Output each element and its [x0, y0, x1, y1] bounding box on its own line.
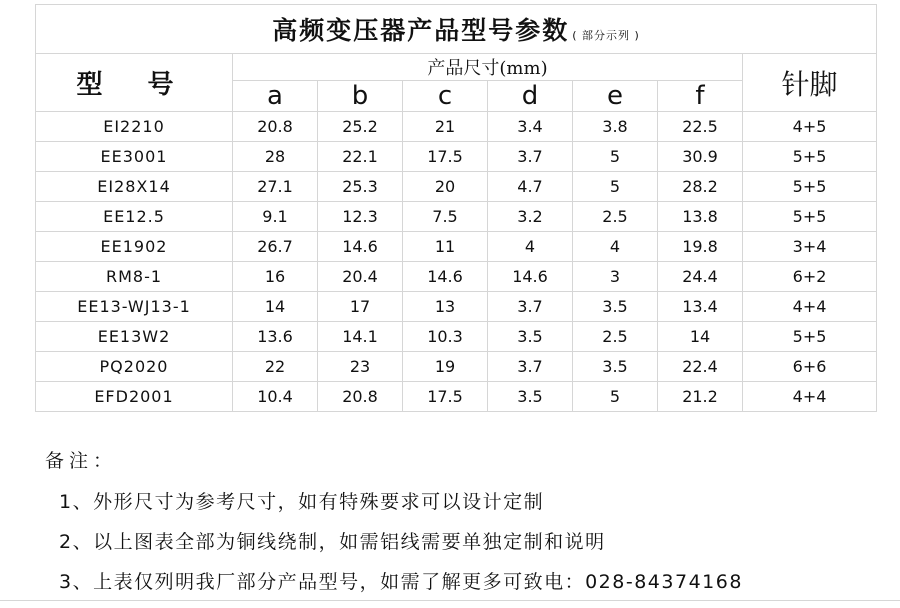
cell-d: 3.5	[488, 382, 573, 412]
cell-pins: 6+6	[743, 352, 877, 382]
dim-header-c: c	[403, 81, 488, 112]
spec-table	[35, 4, 877, 412]
cell-d: 3.7	[488, 142, 573, 172]
cell-model: RM8-1	[36, 262, 233, 292]
table-row	[36, 142, 877, 172]
cell-model: EI2210	[36, 112, 233, 142]
cell-c: 17.5	[403, 142, 488, 172]
cell-f: 19.8	[658, 232, 743, 262]
cell-model: EI28X14	[36, 172, 233, 202]
dim-header-b: b	[318, 81, 403, 112]
cell-e: 2.5	[573, 202, 658, 232]
cell-b: 23	[318, 352, 403, 382]
cell-a: 20.8	[233, 112, 318, 142]
cell-model: EFD2001	[36, 382, 233, 412]
cell-pins: 4+4	[743, 292, 877, 322]
cell-b: 25.2	[318, 112, 403, 142]
cell-pins: 6+2	[743, 262, 877, 292]
cell-d: 4	[488, 232, 573, 262]
cell-pins: 3+4	[743, 232, 877, 262]
cell-d: 14.6	[488, 262, 573, 292]
cell-f: 13.4	[658, 292, 743, 322]
cell-a: 22	[233, 352, 318, 382]
table-row	[36, 262, 877, 292]
table-row	[36, 292, 877, 322]
cell-b: 17	[318, 292, 403, 322]
cell-a: 26.7	[233, 232, 318, 262]
cell-pins: 4+4	[743, 382, 877, 412]
table-row	[36, 112, 877, 142]
cell-f: 24.4	[658, 262, 743, 292]
cell-c: 14.6	[403, 262, 488, 292]
dim-header-a: a	[233, 81, 318, 112]
title-note: ( 部分示列 )	[572, 29, 640, 42]
title-row	[36, 5, 877, 54]
table-row	[36, 232, 877, 262]
cell-c: 10.3	[403, 322, 488, 352]
notes-section	[45, 446, 743, 607]
cell-f: 28.2	[658, 172, 743, 202]
size-group-header: 产品尺寸(mm)	[233, 54, 743, 81]
bottom-divider	[0, 600, 900, 601]
cell-a: 13.6	[233, 322, 318, 352]
cell-e: 3.5	[573, 352, 658, 382]
cell-e: 5	[573, 382, 658, 412]
cell-f: 21.2	[658, 382, 743, 412]
cell-c: 21	[403, 112, 488, 142]
cell-b: 22.1	[318, 142, 403, 172]
cell-f: 13.8	[658, 202, 743, 232]
header-row-group	[36, 54, 877, 81]
cell-e: 3	[573, 262, 658, 292]
cell-e: 3.5	[573, 292, 658, 322]
dim-header-e: e	[573, 81, 658, 112]
cell-a: 27.1	[233, 172, 318, 202]
model-column-header: 型 号	[36, 54, 233, 112]
table-row	[36, 352, 877, 382]
cell-b: 25.3	[318, 172, 403, 202]
cell-pins: 5+5	[743, 172, 877, 202]
cell-d: 3.7	[488, 352, 573, 382]
note-line-2: 2、以上图表全部为铜线绕制，如需铝线需要单独定制和说明	[59, 531, 606, 553]
cell-model: EE3001	[36, 142, 233, 172]
cell-d: 3.4	[488, 112, 573, 142]
cell-e: 3.8	[573, 112, 658, 142]
cell-model: EE13-WJ13-1	[36, 292, 233, 322]
dim-header-f: f	[658, 81, 743, 112]
cell-b: 14.6	[318, 232, 403, 262]
cell-e: 2.5	[573, 322, 658, 352]
cell-b: 12.3	[318, 202, 403, 232]
cell-c: 20	[403, 172, 488, 202]
cell-a: 28	[233, 142, 318, 172]
table-row	[36, 322, 877, 352]
cell-f: 14	[658, 322, 743, 352]
cell-model: PQ2020	[36, 352, 233, 382]
cell-c: 17.5	[403, 382, 488, 412]
table-row	[36, 202, 877, 232]
cell-c: 13	[403, 292, 488, 322]
table-title	[36, 5, 877, 54]
cell-b: 20.4	[318, 262, 403, 292]
cell-f: 30.9	[658, 142, 743, 172]
notes-title: 备注：	[45, 450, 118, 472]
cell-d: 3.2	[488, 202, 573, 232]
cell-c: 7.5	[403, 202, 488, 232]
cell-e: 5	[573, 172, 658, 202]
dim-header-d: d	[488, 81, 573, 112]
cell-f: 22.4	[658, 352, 743, 382]
cell-b: 20.8	[318, 382, 403, 412]
cell-b: 14.1	[318, 322, 403, 352]
cell-c: 11	[403, 232, 488, 262]
cell-a: 16	[233, 262, 318, 292]
note-line-3: 3、上表仅列明我厂部分产品型号，如需了解更多可致电：028-84374168	[59, 571, 743, 593]
title-text: 高频变压器产品型号参数	[272, 16, 570, 45]
cell-d: 3.7	[488, 292, 573, 322]
cell-d: 4.7	[488, 172, 573, 202]
cell-c: 19	[403, 352, 488, 382]
cell-a: 14	[233, 292, 318, 322]
note-line-1: 1、外形尺寸为参考尺寸，如有特殊要求可以设计定制	[59, 491, 545, 513]
cell-a: 10.4	[233, 382, 318, 412]
cell-pins: 5+5	[743, 202, 877, 232]
cell-e: 4	[573, 232, 658, 262]
table-row	[36, 382, 877, 412]
cell-pins: 4+5	[743, 112, 877, 142]
cell-model: EE1902	[36, 232, 233, 262]
cell-e: 5	[573, 142, 658, 172]
cell-pins: 5+5	[743, 322, 877, 352]
cell-f: 22.5	[658, 112, 743, 142]
cell-d: 3.5	[488, 322, 573, 352]
table-row	[36, 172, 877, 202]
cell-a: 9.1	[233, 202, 318, 232]
cell-pins: 5+5	[743, 142, 877, 172]
cell-model: EE13W2	[36, 322, 233, 352]
pins-column-header: 针脚	[743, 54, 877, 112]
cell-model: EE12.5	[36, 202, 233, 232]
